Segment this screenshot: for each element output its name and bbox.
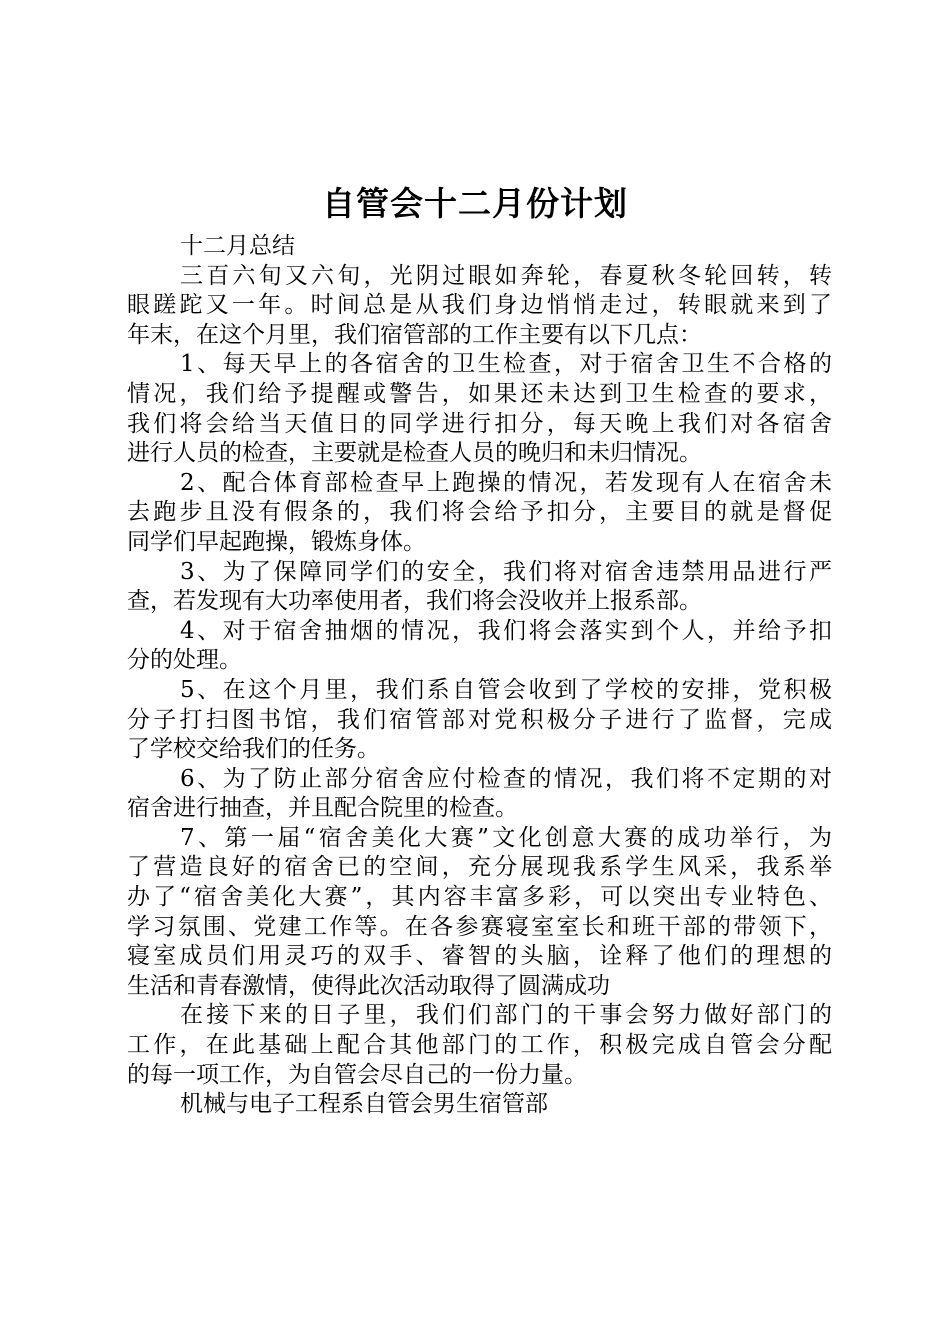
text-line: 6、为了防止部分宿舍应付检查的情况，我们将不定期的对 [180,765,832,792]
text-line: 年末，在这个月里，我们宿管部的工作主要有以下几点： [127,321,702,348]
text-line: 学习氛围、党建工作等。在各参赛寝室室长和班干部的带领下， [127,913,832,940]
text-line: 宿舍进行抽查，并且配合院里的检查。 [127,795,518,822]
text-line: 同学们早起跑操，锻炼身体。 [127,528,426,555]
text-line: 3、为了保障同学们的安全，我们将对宿舍违禁用品进行严 [180,558,832,585]
text-line: 寝室成员们用灵巧的双手、睿智的头脑，诠释了他们的理想的 [127,943,832,970]
text-line: 在接下来的日子里，我们们部门的干事会努力做好部门的 [180,1002,832,1029]
text-line: 机械与电子工程系自管会男生宿管部 [180,1091,548,1118]
text-line: 三百六旬又六旬，光阴过眼如奔轮，春夏秋冬轮回转，转 [180,262,832,289]
text-line: 眼蹉跎又一年。时间总是从我们身边悄悄走过，转眼就来到了 [127,292,832,319]
text-line: 十二月总结 [180,233,295,259]
document-body [127,232,832,1120]
text-line: 分子打扫图书馆，我们宿管部对党积极分子进行了监督，完成 [127,706,832,733]
text-line: 进行人员的检查，主要就是检查人员的晚归和未归情况。 [127,440,702,467]
text-line: 情况，我们给予提醒或警告，如果还未达到卫生检查的要求， [127,380,832,407]
document-title: 自管会十二月份计划 [322,184,628,223]
text-line: 7、第一届“宿舍美化大赛”文化创意大赛的成功举行，为 [180,824,832,851]
text-line: 1、每天早上的各宿舍的卫生检查，对于宿舍卫生不合格的 [180,351,832,378]
text-line: 了学校交给我们的任务。 [127,736,380,763]
text-line: 4、对于宿舍抽烟的情况，我们将会落实到个人，并给予扣 [180,617,832,644]
text-line: 分的处理。 [127,647,242,674]
text-line: 工作，在此基础上配合其他部门的工作，积极完成自管会分配 [127,1032,832,1059]
text-line: 我们将会给当天值日的同学进行扣分，每天晚上我们对各宿舍 [127,410,832,437]
text-line: 5、在这个月里，我们系自管会收到了学校的安排，党积极 [180,676,832,703]
text-line: 2、配合体育部检查早上跑操的情况，若发现有人在宿舍未 [180,469,832,496]
text-line: 生活和青春激情，使得此次活动取得了圆满成功 [127,972,610,999]
text-line: 办了“宿舍美化大赛”，其内容丰富多彩，可以突出专业特色、 [127,884,832,911]
text-line: 查，若发现有大功率使用者，我们将会没收并上报系部。 [127,588,702,615]
text-line: 了营造良好的宿舍已的空间，充分展现我系学生风采，我系举 [127,854,832,881]
text-line: 去跑步且没有假条的，我们将会给予扣分，主要目的就是督促 [127,499,832,526]
text-line: 的每一项工作，为自管会尽自己的一份力量。 [127,1061,587,1088]
